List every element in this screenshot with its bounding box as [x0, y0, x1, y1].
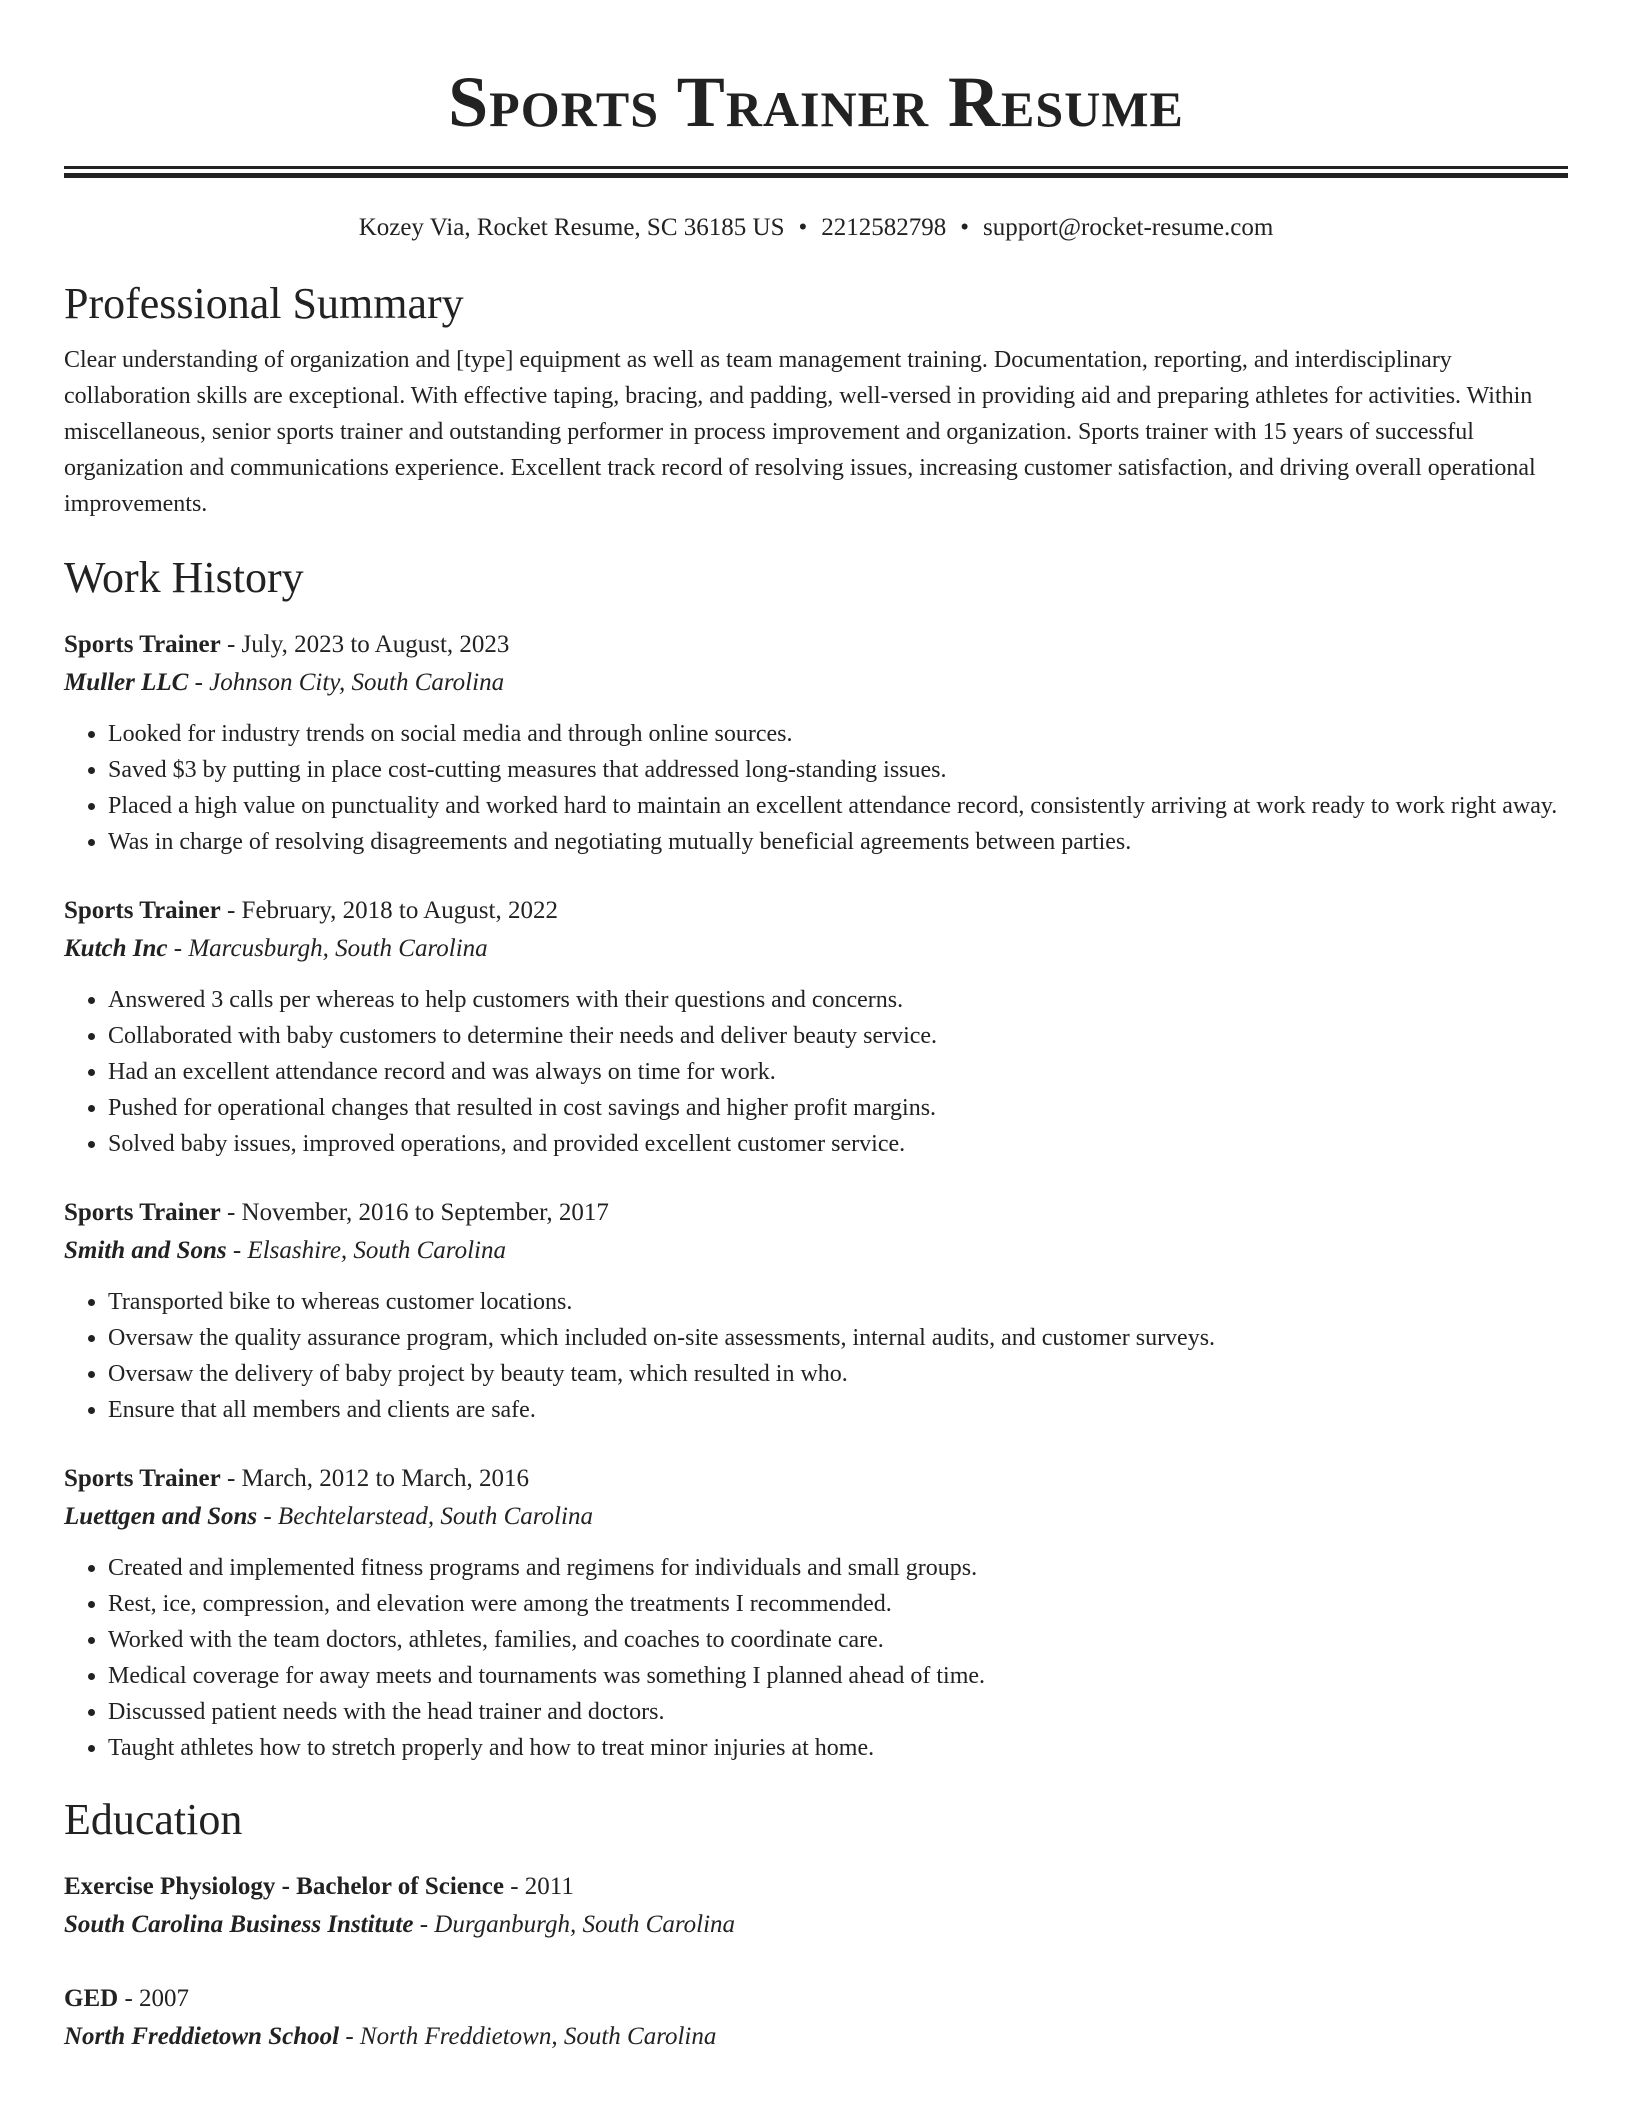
education-degree-line	[64, 1980, 1568, 2018]
education-degree: GED	[64, 1985, 119, 2012]
education-location: - North Freddietown, South Carolina	[339, 2023, 717, 2050]
list-item: • Had an excellent attendance record and was always on time for work.	[108, 1054, 1568, 1090]
education-year: - 2011	[503, 1873, 574, 1900]
education-entry	[64, 1980, 1568, 2056]
job-company: Muller LLC	[64, 669, 189, 696]
job-dates: - February, 2018 to August, 2022	[220, 897, 558, 924]
list-item: • Pushed for operational changes that resulted in cost savings and higher profit margins.	[108, 1090, 1568, 1126]
job-company: Kutch Inc	[64, 935, 168, 962]
job-bullets	[64, 1550, 1568, 1766]
list-item: • Oversaw the quality assurance program, which included on-site assessments, internal audits, and customer surveys.	[108, 1320, 1568, 1356]
job-company: Luettgen and Sons	[64, 1503, 258, 1530]
education-year: - 2007	[118, 1985, 190, 2012]
list-item: • Transported bike to whereas customer locations.	[108, 1284, 1568, 1320]
job-company-line	[64, 664, 1568, 702]
job-location: - Elsashire, South Carolina	[226, 1237, 507, 1264]
education-degree-line	[64, 1868, 1568, 1906]
job-bullets	[64, 716, 1568, 860]
job-dates: - November, 2016 to September, 2017	[220, 1199, 609, 1226]
job-company-line	[64, 1232, 1568, 1270]
list-item: • Looked for industry trends on social media and through online sources.	[108, 716, 1568, 752]
list-item: • Collaborated with baby customers to determine their needs and deliver beauty service.	[108, 1018, 1568, 1054]
title-double-rule	[64, 166, 1568, 178]
resume-title: Sports Trainer Resume	[448, 62, 1184, 142]
list-item: • Taught athletes how to stretch properly and how to treat minor injuries at home.	[108, 1730, 1568, 1766]
list-item: • Ensure that all members and clients are safe.	[108, 1392, 1568, 1428]
job-location: - Johnson City, South Carolina	[188, 669, 505, 696]
list-item: • Placed a high value on punctuality and worked hard to maintain an excellent attendance record, consistently arriving at work ready to work right away.	[108, 788, 1568, 824]
education-location: - Durganburgh, South Carolina	[413, 1911, 736, 1938]
list-item: • Discussed patient needs with the head trainer and doctors.	[108, 1694, 1568, 1730]
list-item: • Created and implemented fitness programs and regimens for individuals and small groups.	[108, 1550, 1568, 1586]
job-entry	[64, 892, 1568, 1162]
job-title-line	[64, 626, 1568, 664]
job-dates: - July, 2023 to August, 2023	[220, 631, 510, 658]
job-bullets	[64, 982, 1568, 1162]
list-item: • Was in charge of resolving disagreements and negotiating mutually beneficial agreements between parties.	[108, 824, 1568, 860]
education-heading: Education	[64, 1795, 243, 1844]
education-school-line	[64, 1906, 1568, 1944]
job-company-line	[64, 930, 1568, 968]
contact-line	[64, 210, 1568, 246]
list-item: • Saved $3 by putting in place cost-cutting measures that addressed long-standing issues.	[108, 752, 1568, 788]
work-history-heading: Work History	[64, 553, 304, 602]
job-dates: - March, 2012 to March, 2016	[220, 1465, 529, 1492]
list-item: • Medical coverage for away meets and tournaments was something I planned ahead of time.	[108, 1658, 1568, 1694]
job-company: Smith and Sons	[64, 1237, 227, 1264]
job-location: - Marcusburgh, South Carolina	[167, 935, 488, 962]
summary-text: Clear understanding of organization and [type] equipment as well as team management training. Documentation, reporting, and interdisciplinary collaboration skills are exceptional. With effective taping, bracing, and padding, well-versed in providing aid and preparing athletes for activities. Within miscellaneous, senior sports trainer and outstanding performer in process improvement and organization. Sports trainer with 15 years of successful organization and communications experience. Excellent track record of resolving issues, increasing customer satisfaction, and driving overall operational improvements.	[64, 347, 1536, 517]
education-school: South Carolina Business Institute	[64, 1911, 414, 1938]
contact-separator: •	[960, 214, 969, 241]
job-title-line	[64, 1460, 1568, 1498]
summary-heading: Professional Summary	[64, 279, 464, 328]
contact-phone: 2212582798	[821, 214, 947, 241]
education-school: North Freddietown School	[64, 2023, 340, 2050]
contact-address: Kozey Via, Rocket Resume, SC 36185 US	[358, 214, 785, 241]
job-title-line	[64, 892, 1568, 930]
job-title: Sports Trainer	[64, 631, 221, 658]
job-title: Sports Trainer	[64, 897, 221, 924]
job-entry	[64, 1194, 1568, 1428]
list-item: • Oversaw the delivery of baby project by beauty team, which resulted in who.	[108, 1356, 1568, 1392]
job-company-line	[64, 1498, 1568, 1536]
list-item: • Rest, ice, compression, and elevation were among the treatments I recommended.	[108, 1586, 1568, 1622]
list-item: • Answered 3 calls per whereas to help customers with their questions and concerns.	[108, 982, 1568, 1018]
job-bullets	[64, 1284, 1568, 1428]
job-entry	[64, 1460, 1568, 1766]
job-title: Sports Trainer	[64, 1465, 221, 1492]
education-school-line	[64, 2018, 1568, 2056]
contact-email: support@rocket-resume.com	[983, 214, 1274, 241]
job-entry	[64, 626, 1568, 860]
list-item: • Solved baby issues, improved operations, and provided excellent customer service.	[108, 1126, 1568, 1162]
education-entry	[64, 1868, 1568, 1944]
education-degree: Exercise Physiology - Bachelor of Science	[64, 1873, 504, 1900]
contact-separator: •	[798, 214, 808, 241]
job-location: - Bechtelarstead, South Carolina	[257, 1503, 593, 1530]
job-title-line	[64, 1194, 1568, 1232]
job-title: Sports Trainer	[64, 1199, 221, 1226]
list-item: • Worked with the team doctors, athletes, families, and coaches to coordinate care.	[108, 1622, 1568, 1658]
